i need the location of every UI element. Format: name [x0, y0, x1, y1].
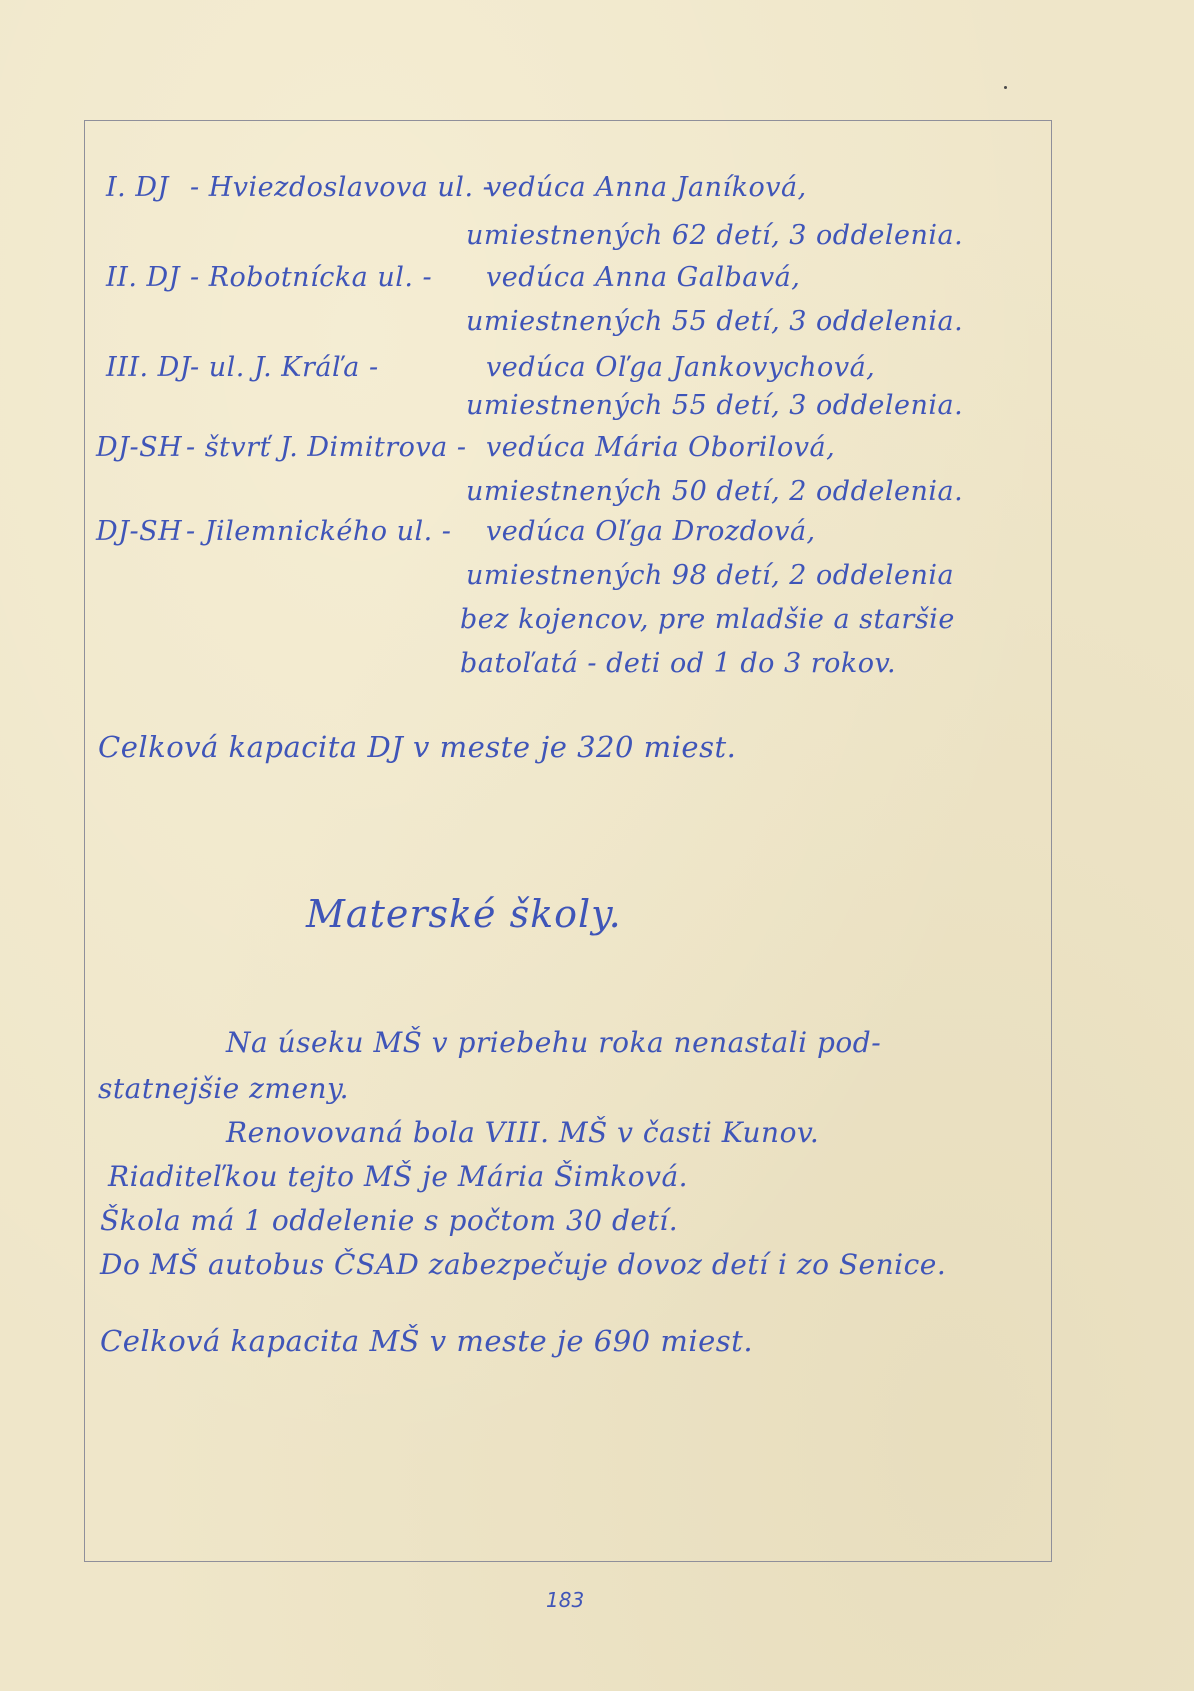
paragraph-line: statnejšie zmeny. — [98, 1072, 350, 1105]
paragraph-line: Riaditeľkou tejto MŠ je Mária Šimková. — [108, 1160, 689, 1193]
nursery-head: vedúca Oľga Jankovychová, — [486, 352, 876, 383]
paragraph-line: Renovovaná bola VIII. MŠ v časti Kunov. — [226, 1116, 820, 1149]
nursery-street: - Hviezdoslavova ul. - — [190, 172, 493, 203]
section-heading: Materské školy. — [306, 892, 622, 936]
paragraph-line: Do MŠ autobus ČSAD zabezpečuje dovoz detí i zo Senice. — [100, 1248, 947, 1281]
nursery-street: - štvrť J. Dimitrova - — [186, 432, 467, 463]
paragraph-line: Škola má 1 oddelenie s počtom 30 detí. — [100, 1204, 679, 1237]
nursery-head: vedúca Anna Galbavá, — [486, 262, 801, 293]
nursery-code: DJ-SH — [96, 516, 183, 547]
nursery-street: - ul. J. Kráľa - — [190, 352, 379, 383]
ink-dot — [1004, 86, 1007, 89]
page-number: 183 — [546, 1588, 585, 1612]
nursery-code: II. DJ — [106, 262, 180, 293]
nursery-code: III. DJ — [106, 352, 192, 383]
nursery-detail: umiestnených 55 detí, 3 oddelenia. — [466, 306, 964, 337]
nursery-code: I. DJ — [106, 172, 169, 203]
nursery-head: vedúca Mária Oborilová, — [486, 432, 836, 463]
nursery-code: DJ-SH — [96, 432, 183, 463]
nursery-capacity-total: Celková kapacita DJ v meste je 320 miest. — [98, 730, 737, 764]
nursery-detail: umiestnených 55 detí, 3 oddelenia. — [466, 390, 964, 421]
paragraph-line: Na úseku MŠ v priebehu roka nenastali pod- — [226, 1026, 882, 1059]
nursery-street: - Jilemnického ul. - — [186, 516, 452, 547]
nursery-street: - Robotnícka ul. - — [190, 262, 433, 293]
school-capacity-total: Celková kapacita MŠ v meste je 690 miest. — [100, 1324, 754, 1358]
nursery-head: vedúca Anna Janíková, — [486, 172, 807, 203]
nursery-detail: umiestnených 98 detí, 2 oddelenia — [466, 560, 955, 591]
nursery-head: vedúca Oľga Drozdová, — [486, 516, 816, 547]
nursery-detail: umiestnených 50 detí, 2 oddelenia. — [466, 476, 964, 507]
nursery-detail-extra: bez kojencov, pre mladšie a staršie — [460, 604, 955, 635]
nursery-detail: umiestnených 62 detí, 3 oddelenia. — [466, 220, 964, 251]
nursery-detail-extra: batoľatá - deti od 1 do 3 rokov. — [460, 648, 897, 679]
